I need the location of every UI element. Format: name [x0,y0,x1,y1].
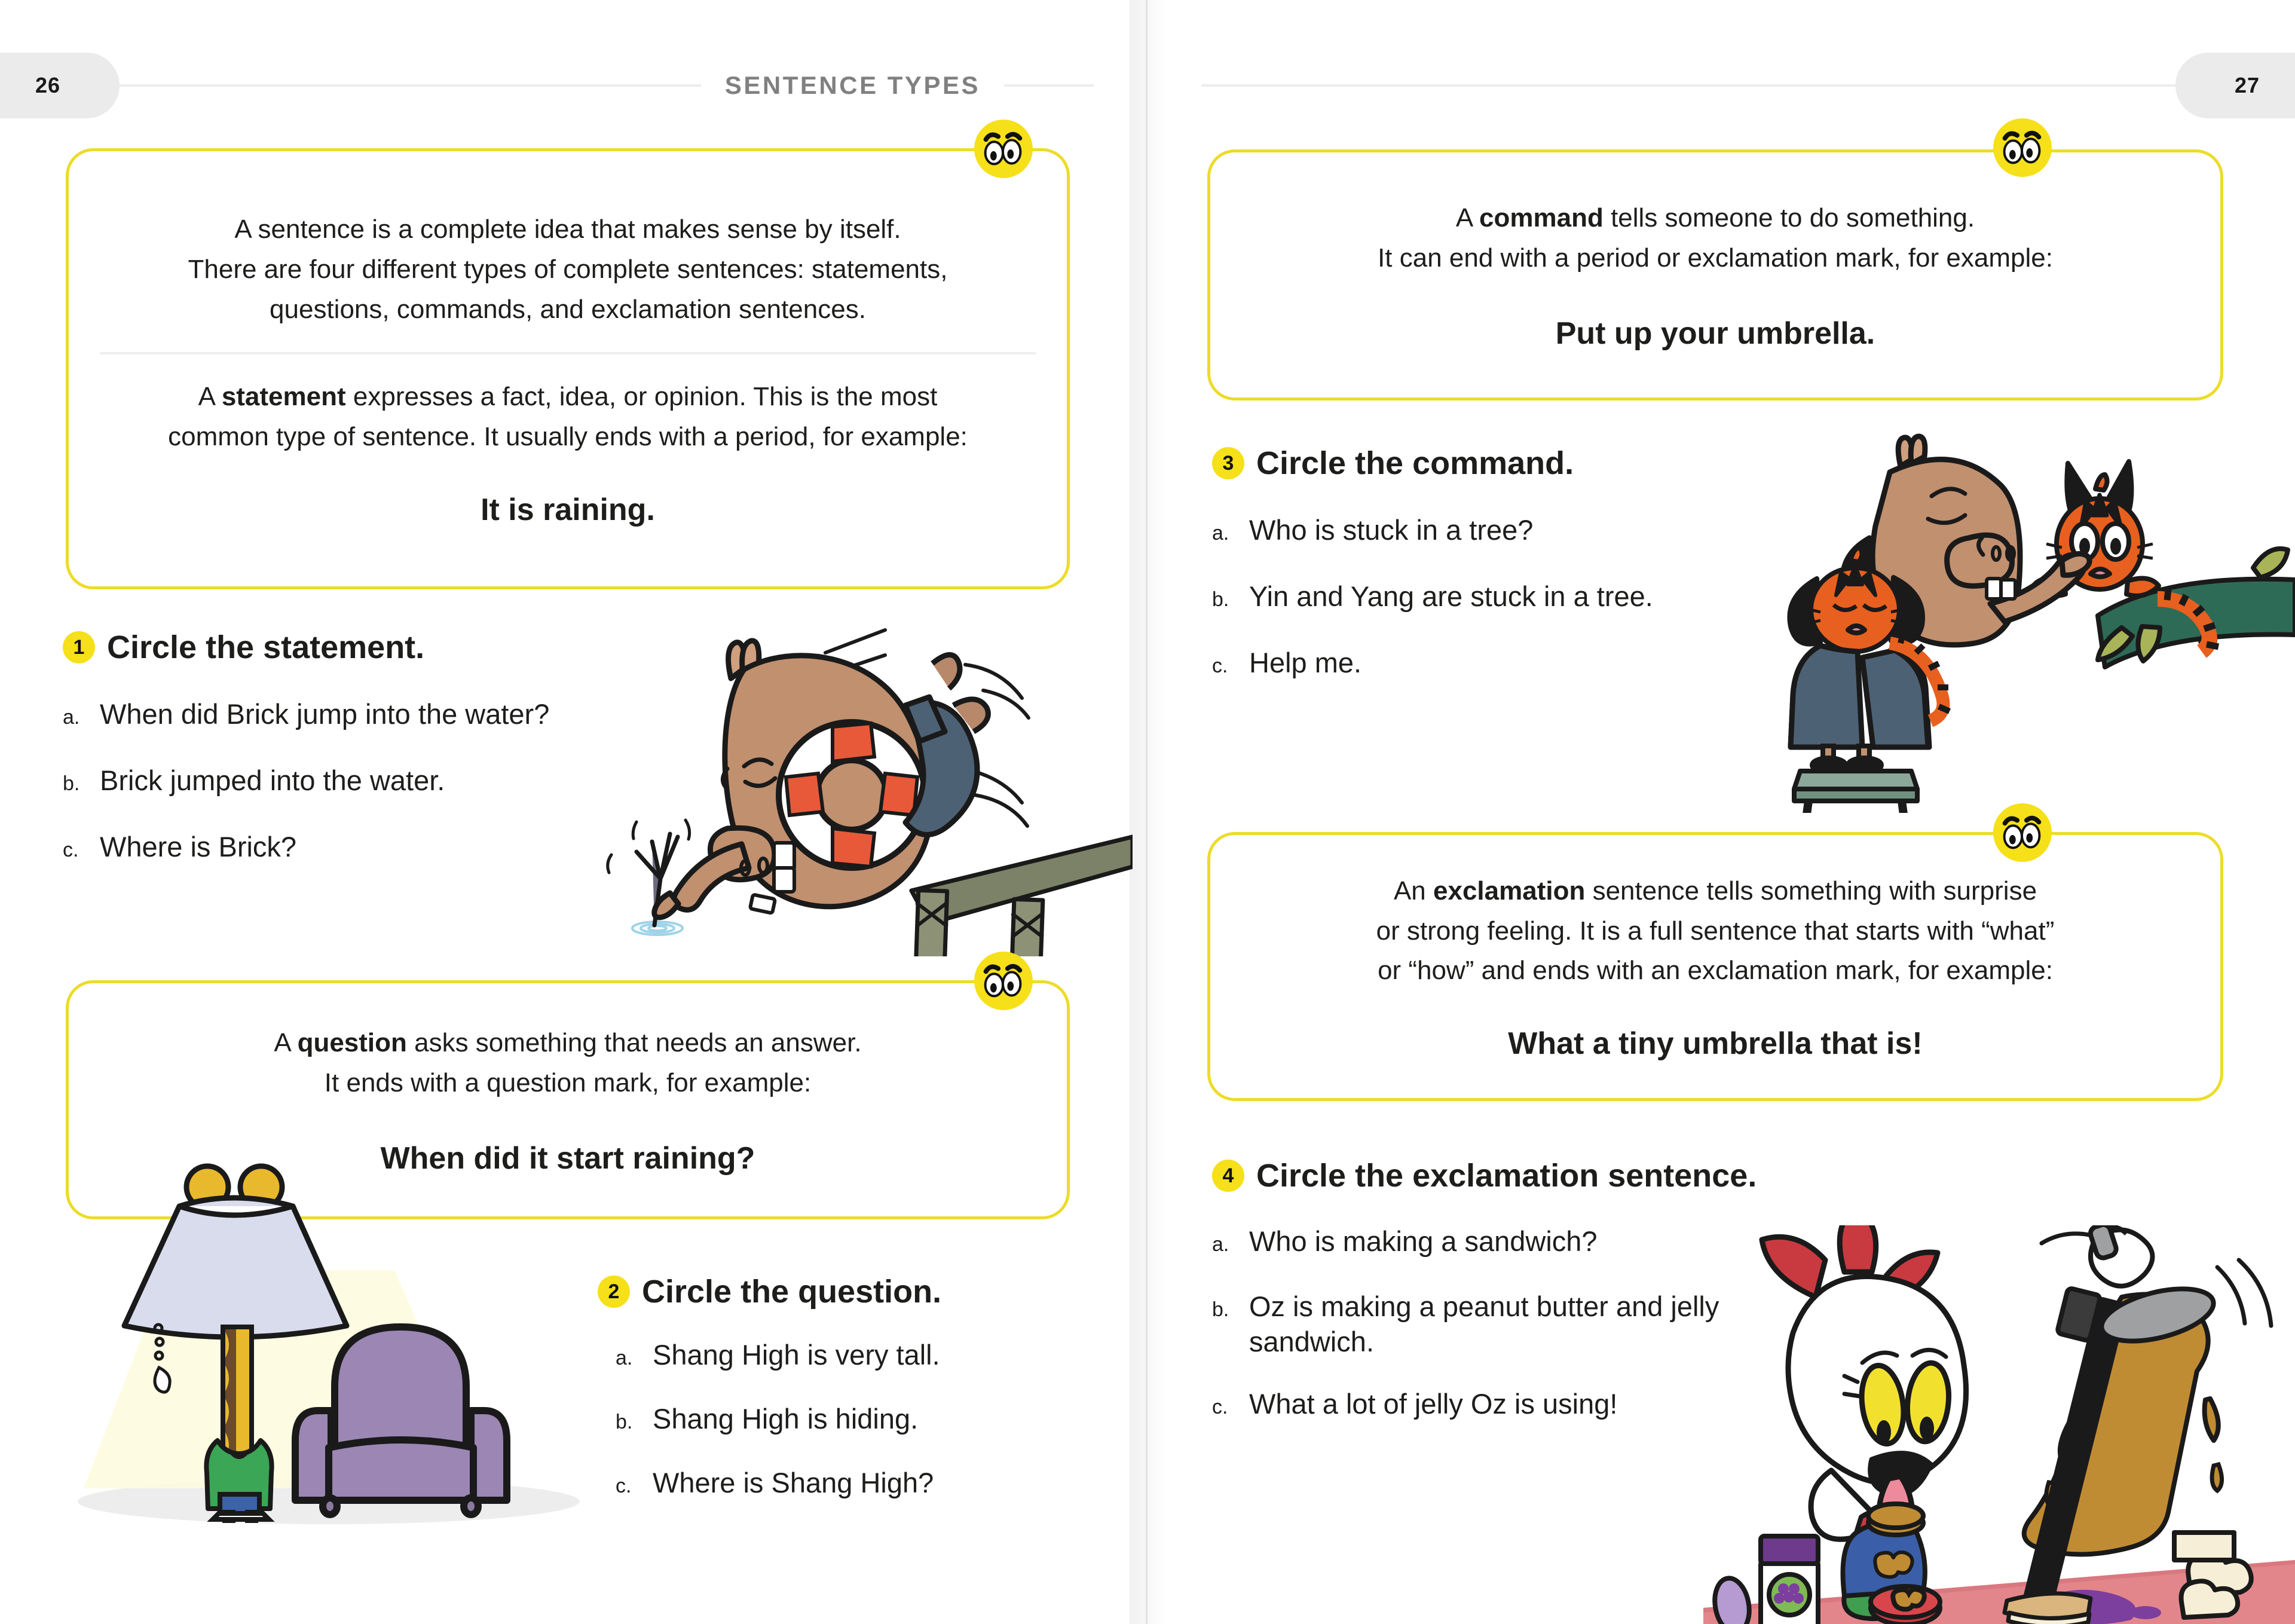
exercise-2-title: Circle the question. [642,1274,942,1310]
question-def-line-2: It ends with a question mark, for example: [324,1068,812,1097]
option-letter: b. [63,772,80,795]
intro-line-2: There are four different types of complete sentences: statements, [188,254,948,284]
command-def-b: tells someone to do something. [1603,203,1975,233]
exclamation-def-a: An [1393,876,1433,906]
exercise-3 [1212,445,1858,704]
eyes-icon-svg [974,952,1033,1010]
exercise-4-title: Circle the exclamation sentence. [1256,1158,1757,1194]
exercise-2-number: 2 [598,1276,630,1308]
option-text: Where is Shang High? [653,1466,934,1498]
exercise-1-heading [63,629,732,666]
command-keyword: command [1479,203,1604,233]
cartoon-eyes-icon-2 [974,952,1033,1010]
option-row[interactable] [1212,513,1858,548]
question-def-line-1 [105,1023,1031,1063]
exercise-3-title: Circle the command. [1256,445,1574,481]
exclamation-keyword: exclamation [1433,876,1586,906]
exclamation-def-line-2: or strong feeling. It is a full sentence that starts with “what” [1376,916,2055,946]
command-def-line-2: It can end with a period or exclamation mark, for example: [1378,243,2053,273]
exercise-4-heading [1212,1157,1822,1194]
option-text: Help me. [1249,646,1362,678]
option-row[interactable] [1212,1289,1822,1360]
exercise-2 [598,1273,1124,1524]
page-number-right: 27 [2175,53,2295,118]
option-letter: c. [616,1474,632,1497]
option-letter: a. [1212,522,1229,545]
option-text: Shang High is hiding. [653,1402,919,1435]
intro-line-1: A sentence is a complete idea that makes sense by itself. [234,214,901,244]
option-letter: a. [616,1347,633,1369]
eyes-icon-svg [974,120,1033,178]
exercise-1-options [63,697,732,864]
question-def-b: asks something that needs an answer. [406,1028,862,1058]
option-letter: a. [63,706,80,729]
option-row[interactable] [616,1402,1124,1437]
option-row[interactable] [1212,1387,1822,1422]
cartoon-eyes-icon-3 [1993,118,2052,177]
command-example: Put up your umbrella. [1555,316,1875,351]
option-row[interactable] [1212,579,1858,614]
eyes-icon-svg [1993,118,2052,177]
option-letter: c. [63,838,79,861]
exercise-1 [63,629,732,888]
exercise-1-title: Circle the statement. [107,629,425,665]
running-head-right [1201,53,2295,118]
option-letter: b. [616,1410,633,1433]
option-row[interactable] [616,1338,1124,1373]
cartoon-eyes-icon-1 [974,120,1033,178]
question-example: When did it start raining? [380,1140,755,1176]
option-letter: b. [1212,588,1229,611]
exclamation-def-b: sentence tells something with surprise [1585,876,2037,906]
statement-def-a: A [198,382,222,412]
exercise-4-options [1212,1224,1822,1422]
option-row[interactable] [1212,646,1858,681]
exercise-4-number: 4 [1212,1160,1244,1192]
running-head-left [0,53,1094,118]
option-row[interactable] [63,830,732,865]
command-def-a: A [1455,203,1480,233]
intro-line-3: questions, commands, and exclamation sentences. [270,294,866,324]
command-definition [1210,198,2220,279]
statement-def-b: expresses a fact, idea, or opinion. This is the most [345,382,938,412]
page-number-left: 26 [0,53,120,118]
info-box-exclamation [1207,832,2223,1101]
option-text: Where is Brick? [100,830,297,863]
exclamation-definition [1210,871,2220,992]
statement-definition [69,377,1067,457]
page-right [1148,0,2295,1624]
info-box-statement [66,148,1070,589]
exercise-3-number: 3 [1212,447,1244,479]
cartoon-eyes-icon-4 [1993,803,2052,862]
statement-keyword: statement [221,382,346,412]
option-row[interactable] [1212,1224,1822,1259]
exclamation-def-line-1 [1246,871,2184,912]
eyes-icon-svg [1993,803,2052,862]
option-text: Who is stuck in a tree? [1249,514,1534,546]
option-row[interactable] [63,697,732,732]
statement-def-line-1 [105,377,1031,417]
box-divider [100,352,1036,354]
statement-def-line-2: common type of sentence. It usually ends with a period, for example: [168,422,968,452]
option-letter: a. [1212,1233,1229,1256]
question-def-a: A [274,1028,298,1058]
option-letter: b. [1212,1298,1229,1321]
option-row[interactable] [63,763,732,799]
exclamation-example: What a tiny umbrella that is! [1508,1026,1923,1062]
option-text: Yin and Yang are stuck in a tree. [1249,580,1653,612]
option-text: When did Brick jump into the water? [100,698,550,730]
exercise-4 [1212,1157,1822,1446]
info-box-question [66,980,1070,1219]
exercise-2-options [616,1338,1124,1500]
intro-paragraph [69,210,1067,330]
page-title: SENTENCE TYPES [724,71,980,99]
exclamation-def-line-3: or “how” and ends with an exclamation mark, for example: [1378,956,2053,986]
exercise-3-options [1212,513,1858,680]
option-text: Brick jumped into the water. [100,764,445,796]
statement-example: It is raining. [481,493,655,528]
option-row[interactable] [616,1466,1124,1501]
option-text: Who is making a sandwich? [1249,1225,1598,1257]
question-keyword: question [297,1028,407,1058]
option-text: Oz is making a peanut butter and jelly sandwich. [1249,1290,1719,1357]
command-def-line-1 [1246,198,2184,238]
question-definition [69,1023,1067,1103]
header-rule-right [1004,84,1094,87]
exercise-1-number: 1 [63,631,95,663]
option-letter: c. [1212,654,1228,677]
option-text: What a lot of jelly Oz is using! [1249,1388,1618,1420]
header-rule-left [120,84,701,87]
option-text: Shang High is very tall. [653,1339,940,1371]
option-letter: c. [1212,1396,1228,1419]
exercise-2-heading [598,1273,1124,1310]
exercise-3-heading [1212,445,1858,482]
header-rule-right-page [1201,84,2175,87]
info-box-command [1207,149,2223,400]
